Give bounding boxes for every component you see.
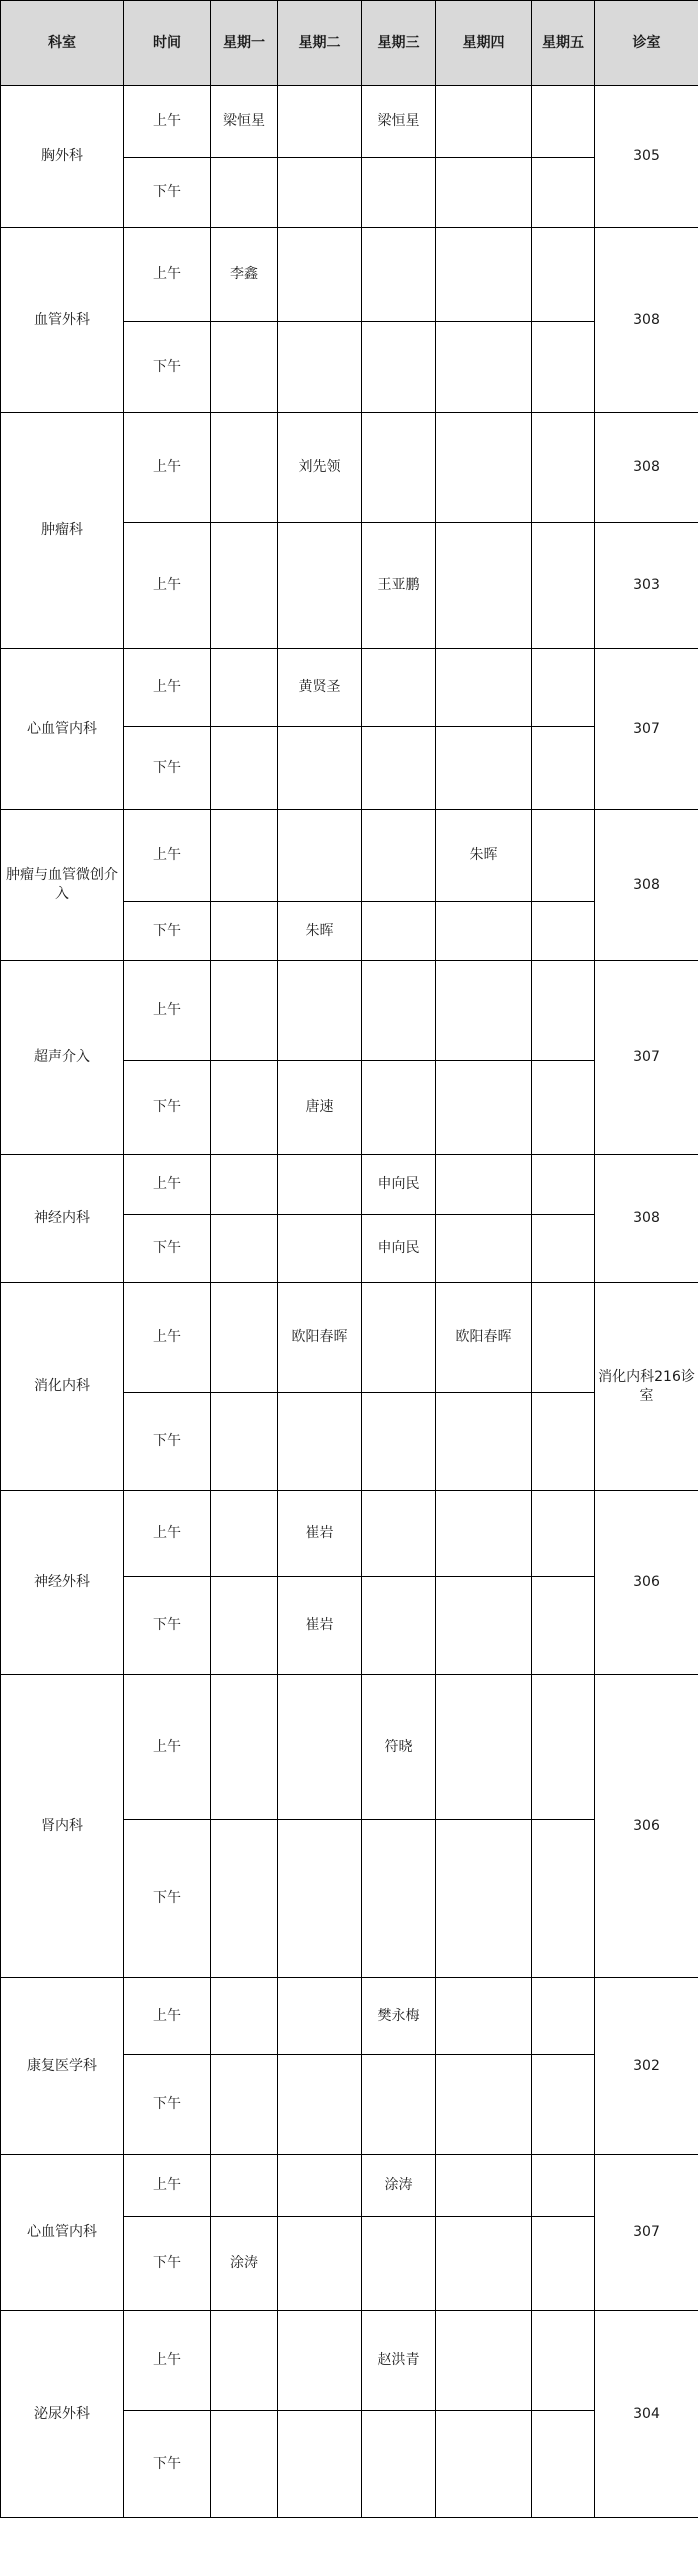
- doctor-thu: [436, 1393, 532, 1491]
- doctor-thu: [436, 523, 532, 649]
- doctor-mon: [211, 158, 278, 228]
- doctor-thu: [436, 1491, 532, 1577]
- doctor-wed: [362, 1283, 436, 1393]
- doctor-fri: [532, 1155, 595, 1215]
- doctor-mon: [211, 1675, 278, 1820]
- doctor-tue: 崔岩: [278, 1491, 362, 1577]
- header-fri: 星期五: [532, 1, 595, 86]
- doctor-mon: [211, 961, 278, 1061]
- time-slot: 上午: [124, 413, 211, 523]
- doctor-thu: [436, 2311, 532, 2411]
- doctor-fri: [532, 649, 595, 727]
- doctor-thu: [436, 2217, 532, 2311]
- doctor-fri: [532, 1061, 595, 1155]
- doctor-tue: [278, 2155, 362, 2217]
- doctor-tue: [278, 2311, 362, 2411]
- time-slot: 下午: [124, 2217, 211, 2311]
- doctor-wed: [362, 961, 436, 1061]
- doctor-wed: 申向民: [362, 1155, 436, 1215]
- doctor-thu: [436, 1675, 532, 1820]
- doctor-wed: 樊永梅: [362, 1978, 436, 2055]
- doctor-fri: [532, 2155, 595, 2217]
- room-number: 302: [595, 1978, 698, 2155]
- doctor-thu: [436, 961, 532, 1061]
- time-slot: 上午: [124, 1978, 211, 2055]
- doctor-fri: [532, 1283, 595, 1393]
- doctor-thu: [436, 1577, 532, 1675]
- doctor-mon: [211, 727, 278, 810]
- time-slot: 下午: [124, 1061, 211, 1155]
- time-slot: 下午: [124, 2055, 211, 2155]
- time-slot: 下午: [124, 1577, 211, 1675]
- time-slot: 上午: [124, 1283, 211, 1393]
- time-slot: 上午: [124, 2311, 211, 2411]
- doctor-mon: [211, 1155, 278, 1215]
- doctor-fri: [532, 1215, 595, 1283]
- doctor-fri: [532, 961, 595, 1061]
- doctor-tue: [278, 228, 362, 322]
- table-row: [1, 1675, 698, 1820]
- doctor-fri: [532, 86, 595, 158]
- doctor-fri: [532, 727, 595, 810]
- table-row: [1, 2155, 698, 2217]
- doctor-wed: [362, 413, 436, 523]
- doctor-mon: [211, 2411, 278, 2518]
- doctor-fri: [532, 523, 595, 649]
- doctor-wed: [362, 1820, 436, 1978]
- doctor-tue: 唐速: [278, 1061, 362, 1155]
- doctor-mon: [211, 1215, 278, 1283]
- doctor-mon: [211, 2311, 278, 2411]
- doctor-wed: [362, 902, 436, 961]
- doctor-thu: [436, 413, 532, 523]
- department-name: 肿瘤科: [1, 413, 124, 649]
- table-row: [1, 1978, 698, 2055]
- room-number: 303: [595, 523, 698, 649]
- department-name: 超声介入: [1, 961, 124, 1155]
- table-row: [1, 1491, 698, 1577]
- time-slot: 下午: [124, 1215, 211, 1283]
- schedule-body: [1, 86, 698, 2518]
- doctor-wed: [362, 1393, 436, 1491]
- doctor-wed: [362, 1061, 436, 1155]
- time-slot: 下午: [124, 322, 211, 413]
- doctor-fri: [532, 413, 595, 523]
- room-number: 308: [595, 228, 698, 413]
- doctor-mon: 李鑫: [211, 228, 278, 322]
- table-row: [1, 961, 698, 1061]
- doctor-mon: [211, 902, 278, 961]
- doctor-thu: 朱晖: [436, 810, 532, 902]
- doctor-mon: [211, 2155, 278, 2217]
- doctor-thu: [436, 1061, 532, 1155]
- doctor-fri: [532, 1577, 595, 1675]
- doctor-fri: [532, 1675, 595, 1820]
- time-slot: 下午: [124, 902, 211, 961]
- doctor-mon: [211, 1283, 278, 1393]
- doctor-mon: [211, 413, 278, 523]
- room-number: 304: [595, 2311, 698, 2518]
- room-number: 305: [595, 86, 698, 228]
- header-tue: 星期二: [278, 1, 362, 86]
- doctor-tue: [278, 2055, 362, 2155]
- time-slot: 下午: [124, 158, 211, 228]
- doctor-fri: [532, 2217, 595, 2311]
- doctor-thu: 欧阳春晖: [436, 1283, 532, 1393]
- doctor-wed: 王亚鹏: [362, 523, 436, 649]
- table-row: [1, 86, 698, 158]
- doctor-fri: [532, 158, 595, 228]
- doctor-thu: [436, 2155, 532, 2217]
- time-slot: 上午: [124, 1675, 211, 1820]
- room-number: 307: [595, 649, 698, 810]
- table-row: [1, 413, 698, 523]
- doctor-tue: [278, 727, 362, 810]
- department-name: 神经内科: [1, 1155, 124, 1283]
- doctor-thu: [436, 2055, 532, 2155]
- header-wed: 星期三: [362, 1, 436, 86]
- table-row: [1, 810, 698, 902]
- room-number: 308: [595, 1155, 698, 1283]
- doctor-tue: [278, 961, 362, 1061]
- time-slot: 上午: [124, 1491, 211, 1577]
- doctor-tue: 黄贤圣: [278, 649, 362, 727]
- doctor-mon: [211, 1061, 278, 1155]
- doctor-thu: [436, 649, 532, 727]
- doctor-wed: [362, 228, 436, 322]
- doctor-wed: [362, 810, 436, 902]
- doctor-mon: [211, 322, 278, 413]
- doctor-thu: [436, 158, 532, 228]
- doctor-tue: [278, 2217, 362, 2311]
- time-slot: 上午: [124, 2155, 211, 2217]
- doctor-wed: 赵洪青: [362, 2311, 436, 2411]
- doctor-wed: [362, 158, 436, 228]
- doctor-fri: [532, 1393, 595, 1491]
- time-slot: 下午: [124, 2411, 211, 2518]
- doctor-mon: [211, 1491, 278, 1577]
- room-number: 307: [595, 2155, 698, 2311]
- time-slot: 上午: [124, 810, 211, 902]
- department-name: 血管外科: [1, 228, 124, 413]
- doctor-fri: [532, 810, 595, 902]
- room-number: 消化内科216诊室: [595, 1283, 698, 1491]
- doctor-fri: [532, 2055, 595, 2155]
- department-name: 神经外科: [1, 1491, 124, 1675]
- room-number: 308: [595, 413, 698, 523]
- doctor-mon: [211, 1978, 278, 2055]
- doctor-mon: [211, 810, 278, 902]
- time-slot: 上午: [124, 523, 211, 649]
- time-slot: 下午: [124, 1393, 211, 1491]
- department-name: 肾内科: [1, 1675, 124, 1978]
- doctor-tue: 欧阳春晖: [278, 1283, 362, 1393]
- doctor-fri: [532, 1491, 595, 1577]
- time-slot: 下午: [124, 727, 211, 810]
- doctor-fri: [532, 1820, 595, 1978]
- doctor-fri: [532, 322, 595, 413]
- room-number: 306: [595, 1491, 698, 1675]
- doctor-wed: [362, 1491, 436, 1577]
- doctor-tue: [278, 1393, 362, 1491]
- doctor-tue: [278, 322, 362, 413]
- table-row: [1, 2311, 698, 2411]
- doctor-wed: 申向民: [362, 1215, 436, 1283]
- header-department: 科室: [1, 1, 124, 86]
- header-room: 诊室: [595, 1, 698, 86]
- header-thu: 星期四: [436, 1, 532, 86]
- doctor-mon: 涂涛: [211, 2217, 278, 2311]
- table-row: [1, 1155, 698, 1215]
- header-time: 时间: [124, 1, 211, 86]
- doctor-thu: [436, 1978, 532, 2055]
- room-number: 308: [595, 810, 698, 961]
- doctor-fri: [532, 1978, 595, 2055]
- doctor-tue: [278, 1675, 362, 1820]
- doctor-wed: 梁恒星: [362, 86, 436, 158]
- department-name: 消化内科: [1, 1283, 124, 1491]
- doctor-wed: [362, 2055, 436, 2155]
- doctor-tue: 崔岩: [278, 1577, 362, 1675]
- department-name: 肿瘤与血管微创介入: [1, 810, 124, 961]
- doctor-wed: [362, 649, 436, 727]
- doctor-tue: [278, 1215, 362, 1283]
- doctor-tue: [278, 810, 362, 902]
- doctor-thu: [436, 727, 532, 810]
- doctor-fri: [532, 228, 595, 322]
- doctor-mon: 梁恒星: [211, 86, 278, 158]
- doctor-fri: [532, 902, 595, 961]
- time-slot: 上午: [124, 1155, 211, 1215]
- doctor-tue: 刘先领: [278, 413, 362, 523]
- table-row: [1, 649, 698, 727]
- doctor-fri: [532, 2311, 595, 2411]
- doctor-thu: [436, 86, 532, 158]
- time-slot: 上午: [124, 649, 211, 727]
- time-slot: 上午: [124, 86, 211, 158]
- doctor-thu: [436, 1215, 532, 1283]
- doctor-thu: [436, 902, 532, 961]
- department-name: 胸外科: [1, 86, 124, 228]
- doctor-mon: [211, 1577, 278, 1675]
- doctor-mon: [211, 523, 278, 649]
- room-number: 307: [595, 961, 698, 1155]
- doctor-wed: [362, 727, 436, 810]
- department-name: 心血管内科: [1, 649, 124, 810]
- doctor-tue: [278, 2411, 362, 2518]
- time-slot: 下午: [124, 1820, 211, 1978]
- room-number: 306: [595, 1675, 698, 1978]
- table-row: [1, 1283, 698, 1393]
- time-slot: 上午: [124, 961, 211, 1061]
- header-mon: 星期一: [211, 1, 278, 86]
- doctor-fri: [532, 2411, 595, 2518]
- time-slot: 上午: [124, 228, 211, 322]
- doctor-tue: [278, 86, 362, 158]
- doctor-wed: 涂涛: [362, 2155, 436, 2217]
- doctor-mon: [211, 649, 278, 727]
- doctor-thu: [436, 2411, 532, 2518]
- doctor-wed: 符晓: [362, 1675, 436, 1820]
- doctor-wed: [362, 322, 436, 413]
- doctor-wed: [362, 1577, 436, 1675]
- doctor-tue: [278, 1155, 362, 1215]
- doctor-thu: [436, 1820, 532, 1978]
- doctor-thu: [436, 228, 532, 322]
- doctor-mon: [211, 2055, 278, 2155]
- doctor-thu: [436, 1155, 532, 1215]
- doctor-mon: [211, 1393, 278, 1491]
- doctor-tue: [278, 158, 362, 228]
- doctor-tue: [278, 1978, 362, 2055]
- doctor-tue: [278, 523, 362, 649]
- doctor-wed: [362, 2411, 436, 2518]
- department-name: 康复医学科: [1, 1978, 124, 2155]
- header-row: [1, 1, 698, 86]
- department-name: 泌尿外科: [1, 2311, 124, 2518]
- doctor-thu: [436, 322, 532, 413]
- doctor-mon: [211, 1820, 278, 1978]
- department-name: 心血管内科: [1, 2155, 124, 2311]
- table-row: [1, 228, 698, 322]
- doctor-tue: [278, 1820, 362, 1978]
- doctor-wed: [362, 2217, 436, 2311]
- doctor-tue: 朱晖: [278, 902, 362, 961]
